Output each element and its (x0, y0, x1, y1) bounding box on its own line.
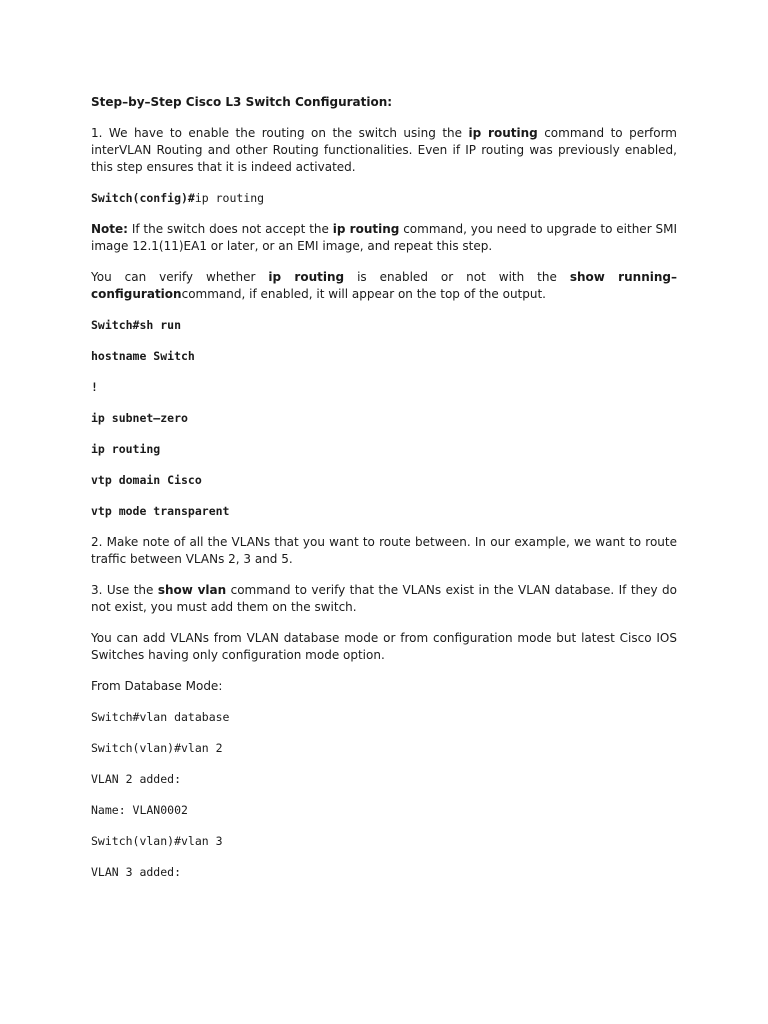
step-2-paragraph: 2. Make note of all the VLANs that you want to route between. In our example, we want to route traffic between VLANs 2, 3 and 5. (91, 535, 677, 566)
bold-term: ip routing (332, 222, 400, 236)
command-line: Switch#vlan database (91, 710, 230, 724)
step-1-paragraph (91, 125, 677, 176)
database-mode-heading: From Database Mode: (91, 679, 223, 693)
command-line: Switch(vlan)#vlan 3 (91, 834, 223, 848)
bold-term: show running–configuration (91, 270, 677, 301)
step-3-paragraph (91, 582, 677, 616)
text-run: command to verify that the VLANs exist in the VLAN database. If they do not exist, you must add them on the switch. (91, 583, 677, 614)
bold-command-line: vtp domain Cisco (91, 473, 202, 487)
bold-command-line: vtp mode transparent (91, 504, 230, 518)
command-line: Switch(vlan)#vlan 2 (91, 741, 223, 755)
text-run: command, you need to upgrade to either SMI image 12.1(11)EA1 or later, or an EMI image, and repeat this step. (91, 222, 677, 253)
bold-command-line: ! (91, 380, 98, 394)
bold-term: ip routing (468, 126, 538, 140)
bold-command-line: Switch#sh run (91, 318, 182, 332)
text-run: command to perform interVLAN Routing and other Routing functionalities. Even if IP routing was previously enabled, this step ensures that it is indeed activated. (91, 126, 677, 174)
vlan-modes-paragraph: You can add VLANs from VLAN database mode or from configuration mode but latest Cisco IOS Switches having only configuration mode option. (91, 631, 677, 662)
text-run: command, if enabled, it will appear on the top of the output. (181, 287, 546, 301)
text-run: is enabled or not with the (344, 270, 570, 284)
bold-term: ip routing (268, 270, 345, 284)
text-run: You can verify whether (91, 270, 269, 284)
command-ip-routing (91, 190, 677, 207)
text-run: If the switch does not accept the (127, 222, 333, 236)
document-title: Step–by–Step Cisco L3 Switch Configuration: (91, 95, 393, 109)
bold-term: show vlan (157, 583, 227, 597)
command-text: ip routing (194, 191, 265, 205)
bold-command-line: ip routing (91, 442, 161, 456)
note-label: Note: (91, 222, 128, 236)
verify-paragraph (91, 269, 677, 303)
command-line: VLAN 3 added: (91, 865, 182, 879)
text-run: 3. Use the (91, 583, 158, 597)
command-line: Name: VLAN0002 (91, 803, 188, 817)
bold-command-line: ip subnet–zero (91, 411, 188, 425)
bold-command-line: hostname Switch (91, 349, 195, 363)
command-line: VLAN 2 added: (91, 772, 182, 786)
text-run: 1. We have to enable the routing on the switch using the (91, 126, 469, 140)
prompt: Switch(config)# (91, 191, 195, 205)
note-paragraph (91, 221, 677, 255)
